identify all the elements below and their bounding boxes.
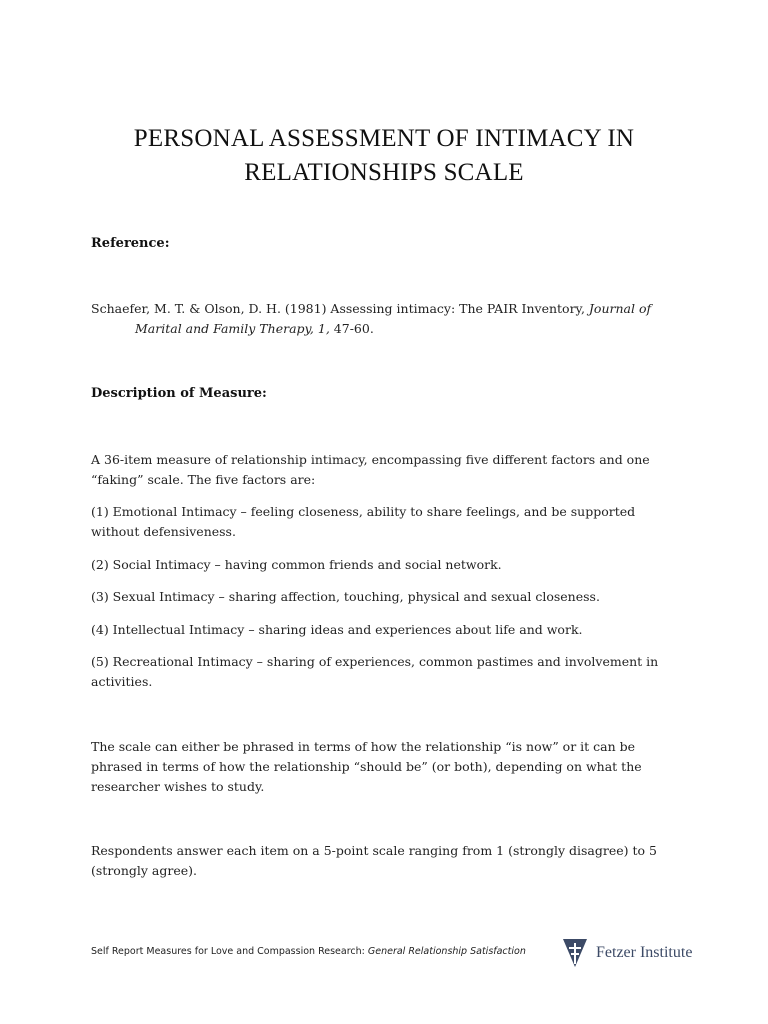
factor5-line-2: activities.	[91, 674, 153, 689]
response-line-1: Respondents answer each item on a 5-point scale ranging from 1 (strongly disagree) to 5	[91, 843, 657, 858]
phrasing-line-2: phrased in terms of how the relationship “should be” (or both), depending on what the	[91, 759, 642, 774]
fetzer-logo	[562, 936, 692, 970]
factor3-line: (3) Sexual Intimacy – sharing affection, touching, physical and sexual closeness.	[91, 589, 600, 604]
factor1-line-2: without defensiveness.	[91, 524, 236, 539]
page-footer	[91, 946, 526, 957]
citation-journal: Journal of	[588, 301, 652, 316]
factor4-line: (4) Intellectual Intimacy – sharing ideas and experiences about life and work.	[91, 622, 583, 637]
factor1-line-1: (1) Emotional Intimacy – feeling closeness, ability to share feelings, and be supported	[91, 504, 636, 519]
response-paragraph	[91, 841, 691, 881]
factor-recreational	[91, 652, 691, 692]
reference-citation	[91, 299, 691, 339]
phrasing-line-1: The scale can either be phrased in terms of how the relationship “is now” or it can be	[91, 739, 636, 754]
intro-line-1: A 36-item measure of relationship intimacy, encompassing five different factors and one	[91, 452, 650, 467]
fetzer-logo-icon	[562, 937, 588, 969]
factor-social	[91, 555, 691, 575]
footer-section: General Relationship Satisfaction	[367, 946, 526, 957]
citation-journal-cont: Marital and Family Therapy, 1,	[135, 321, 330, 336]
phrasing-line-3: researcher wishes to study.	[91, 779, 265, 794]
intro-line-2: “faking” scale. The five factors are:	[91, 472, 316, 487]
factor-intellectual	[91, 620, 691, 640]
footer-series: Self Report Measures for Love and Compassion Research:	[91, 946, 368, 957]
factor5-line-1: (5) Recreational Intimacy – sharing of experiences, common pastimes and involvement in	[91, 654, 659, 669]
response-line-2: (strongly agree).	[91, 863, 197, 878]
description-heading: Description of Measure:	[91, 386, 267, 401]
reference-heading: Reference:	[91, 236, 170, 251]
logo-text: Fetzer Institute	[596, 944, 693, 961]
factor-emotional	[91, 502, 691, 542]
citation-pages: 47-60.	[329, 321, 374, 336]
factor2-line: (2) Social Intimacy – having common friends and social network.	[91, 557, 502, 572]
title-line-2: RELATIONSHIPS SCALE	[244, 159, 524, 186]
citation-authors: Schaefer, M. T. & Olson, D. H. (1981) Assessing intimacy: The PAIR Inventory,	[91, 301, 589, 316]
page-title	[60, 122, 708, 190]
factor-sexual	[91, 587, 691, 607]
citation-line-2	[91, 319, 691, 339]
citation-line-1	[91, 299, 691, 319]
title-line-1: PERSONAL ASSESSMENT OF INTIMACY IN	[133, 125, 635, 152]
phrasing-paragraph	[91, 737, 691, 797]
description-intro	[91, 450, 691, 490]
